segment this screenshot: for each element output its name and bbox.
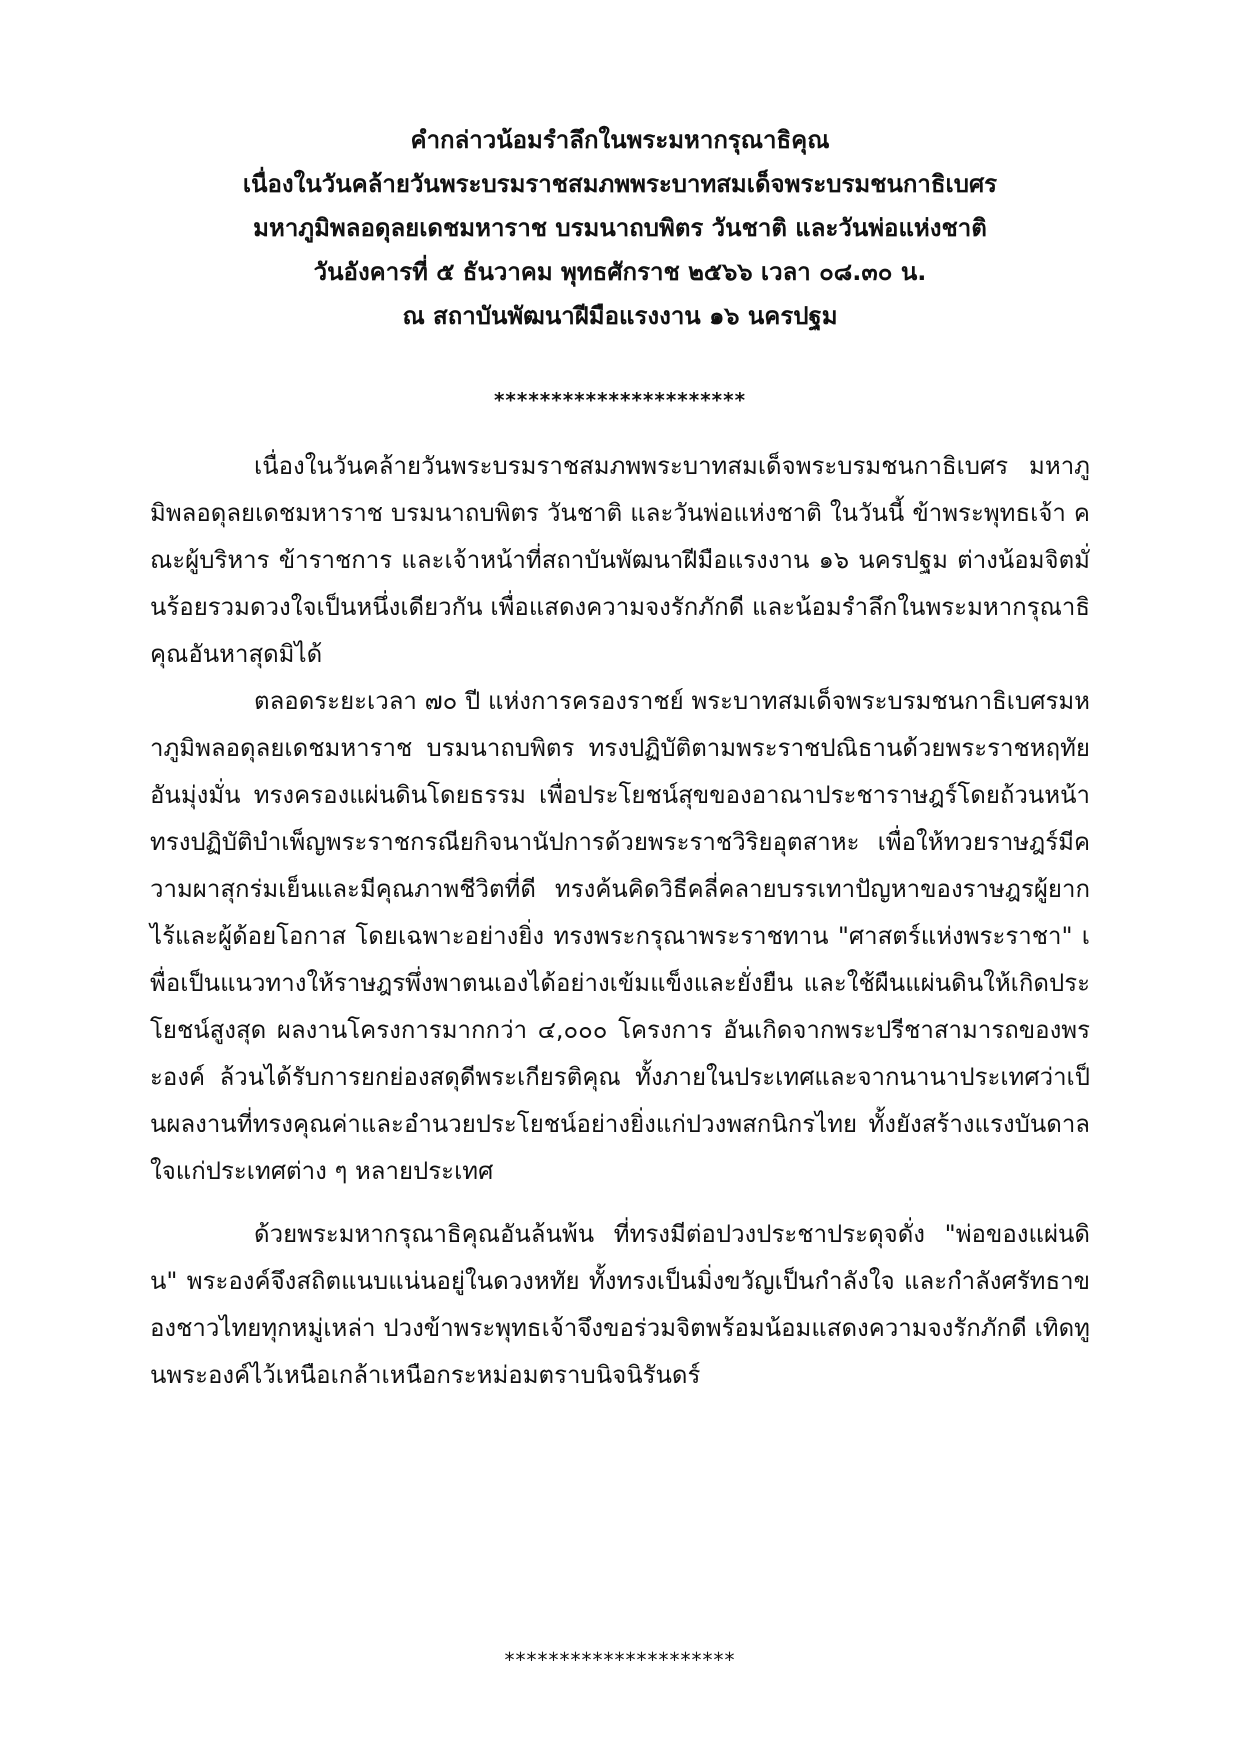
header-occasion: เนื่องในวันคล้ายวันพระบรมราชสมภพพระบาทสมเด็จพระบรมชนกาธิเบศร (242, 170, 998, 198)
paragraph-3: ด้วยพระมหากรุณาธิคุณอันล้นพ้น ที่ทรงมีต่อปวงประชาประดุจดั่ง "พ่อของแผ่นดิน" พระองค์จึงสถิตแนบแน่นอยู่ในดวงหทัย ทั้งทรงเป็นมิ่งขวัญเป็นกำลังใจ และกำลังศรัทธาของชาวไทยทุกหมู่เหล่า ปวงข้าพระพุทธเจ้าจึงขอร่วมจิตพร้อมน้อมแสดงความจงรักภักดี เทิดทูนพระองค์ไว้เหนือเกล้าเหนือกระหม่อมตราบนิจนิรันดร์ (150, 1220, 1090, 1389)
paragraph-2: ตลอดระยะเวลา ๗๐ ปี แห่งการครองราชย์ พระบาทสมเด็จพระบรมชนกาธิเบศรมหาภูมิพลอดุลยเดชมหาราช บรมนาถบพิตร ทรงปฏิบัติตามพระราชปณิธานด้วยพระราชหฤทัยอันมุ่งมั่น ทรงครองแผ่นดินโดยธรรม เพื่อประโยชน์สุขของอาณาประชาราษฎร์โดยถ้วนหน้าทรงปฏิบัติบำเพ็ญพระราชกรณียกิจนานัปการด้วยพระราชวิริยอุตสาหะ เพื่อให้ทวยราษฎร์มีความผาสุกร่มเย็นและมีคุณภาพชีวิตที่ดี ทรงค้นคิดวิธีคลี่คลายบรรเทาปัญหาของราษฎรผู้ยากไร้และผู้ด้อยโอกาส โดยเฉพาะอย่างยิ่ง ทรงพระกรุณาพระราชทาน "ศาสตร์แห่งพระราชา" เพื่อเป็นแนวทางให้ราษฎรพึ่งพาตนเองได้อย่างเข้มแข็งและยั่งยืน และใช้ผืนแผ่นดินให้เกิดประโยชน์สูงสุด ผลงานโครงการมากกว่า ๔,๐๐๐ โครงการ อันเกิดจากพระปรีชาสามารถของพระองค์ ล้วนได้รับการยกย่องสดุดีพระเกียรติคุณ ทั้งภายในประเทศและจากนานาประเทศว่าเป็นผลงานที่ทรงคุณค่าและอำนวยประโยชน์อย่างยิ่งแก่ปวงพสกนิกรไทย ทั้งยังสร้างแรงบันดาลใจแก่ประเทศต่าง ๆ หลายประเทศ (150, 687, 1090, 1185)
header-royal-title: มหาภูมิพลอดุลยเดชมหาราช บรมนาถบพิตร วันชาติ และวันพ่อแห่งชาติ (253, 214, 987, 242)
header-location: ณ สถาบันพัฒนาฝีมือแรงงาน ๑๖ นครปฐม (402, 302, 838, 330)
document-header (150, 118, 1090, 338)
document-body (150, 443, 1090, 1399)
paragraph-1: เนื่องในวันคล้ายวันพระบรมราชสมภพพระบาทสมเด็จพระบรมชนกาธิเบศร มหาภูมิพลอดุลยเดชมหาราช บรมนาถบพิตร วันชาติ และวันพ่อแห่งชาติ ในวันนี้ ข้าพระพุทธเจ้า คณะผู้บริหาร ข้าราชการ และเจ้าหน้าที่สถาบันพัฒนาฝีมือแรงงาน ๑๖ นครปฐม ต่างน้อมจิตมั่นร้อยรวมดวงใจเป็นหนึ่งเดียวกัน เพื่อแสดงความจงรักภักดี และน้อมรำลึกในพระมหากรุณาธิคุณอันหาสุดมิได้ (150, 452, 1090, 668)
header-title: คำกล่าวน้อมรำลึกในพระมหากรุณาธิคุณ (410, 126, 830, 154)
separator-bottom: ********************* (504, 1648, 736, 1672)
header-date-time: วันอังคารที่ ๕ ธันวาคม พุทธศักราช ๒๕๖๖ เวลา ๐๘.๓๐ น. (313, 258, 927, 286)
separator-top: ********************** (493, 388, 747, 412)
